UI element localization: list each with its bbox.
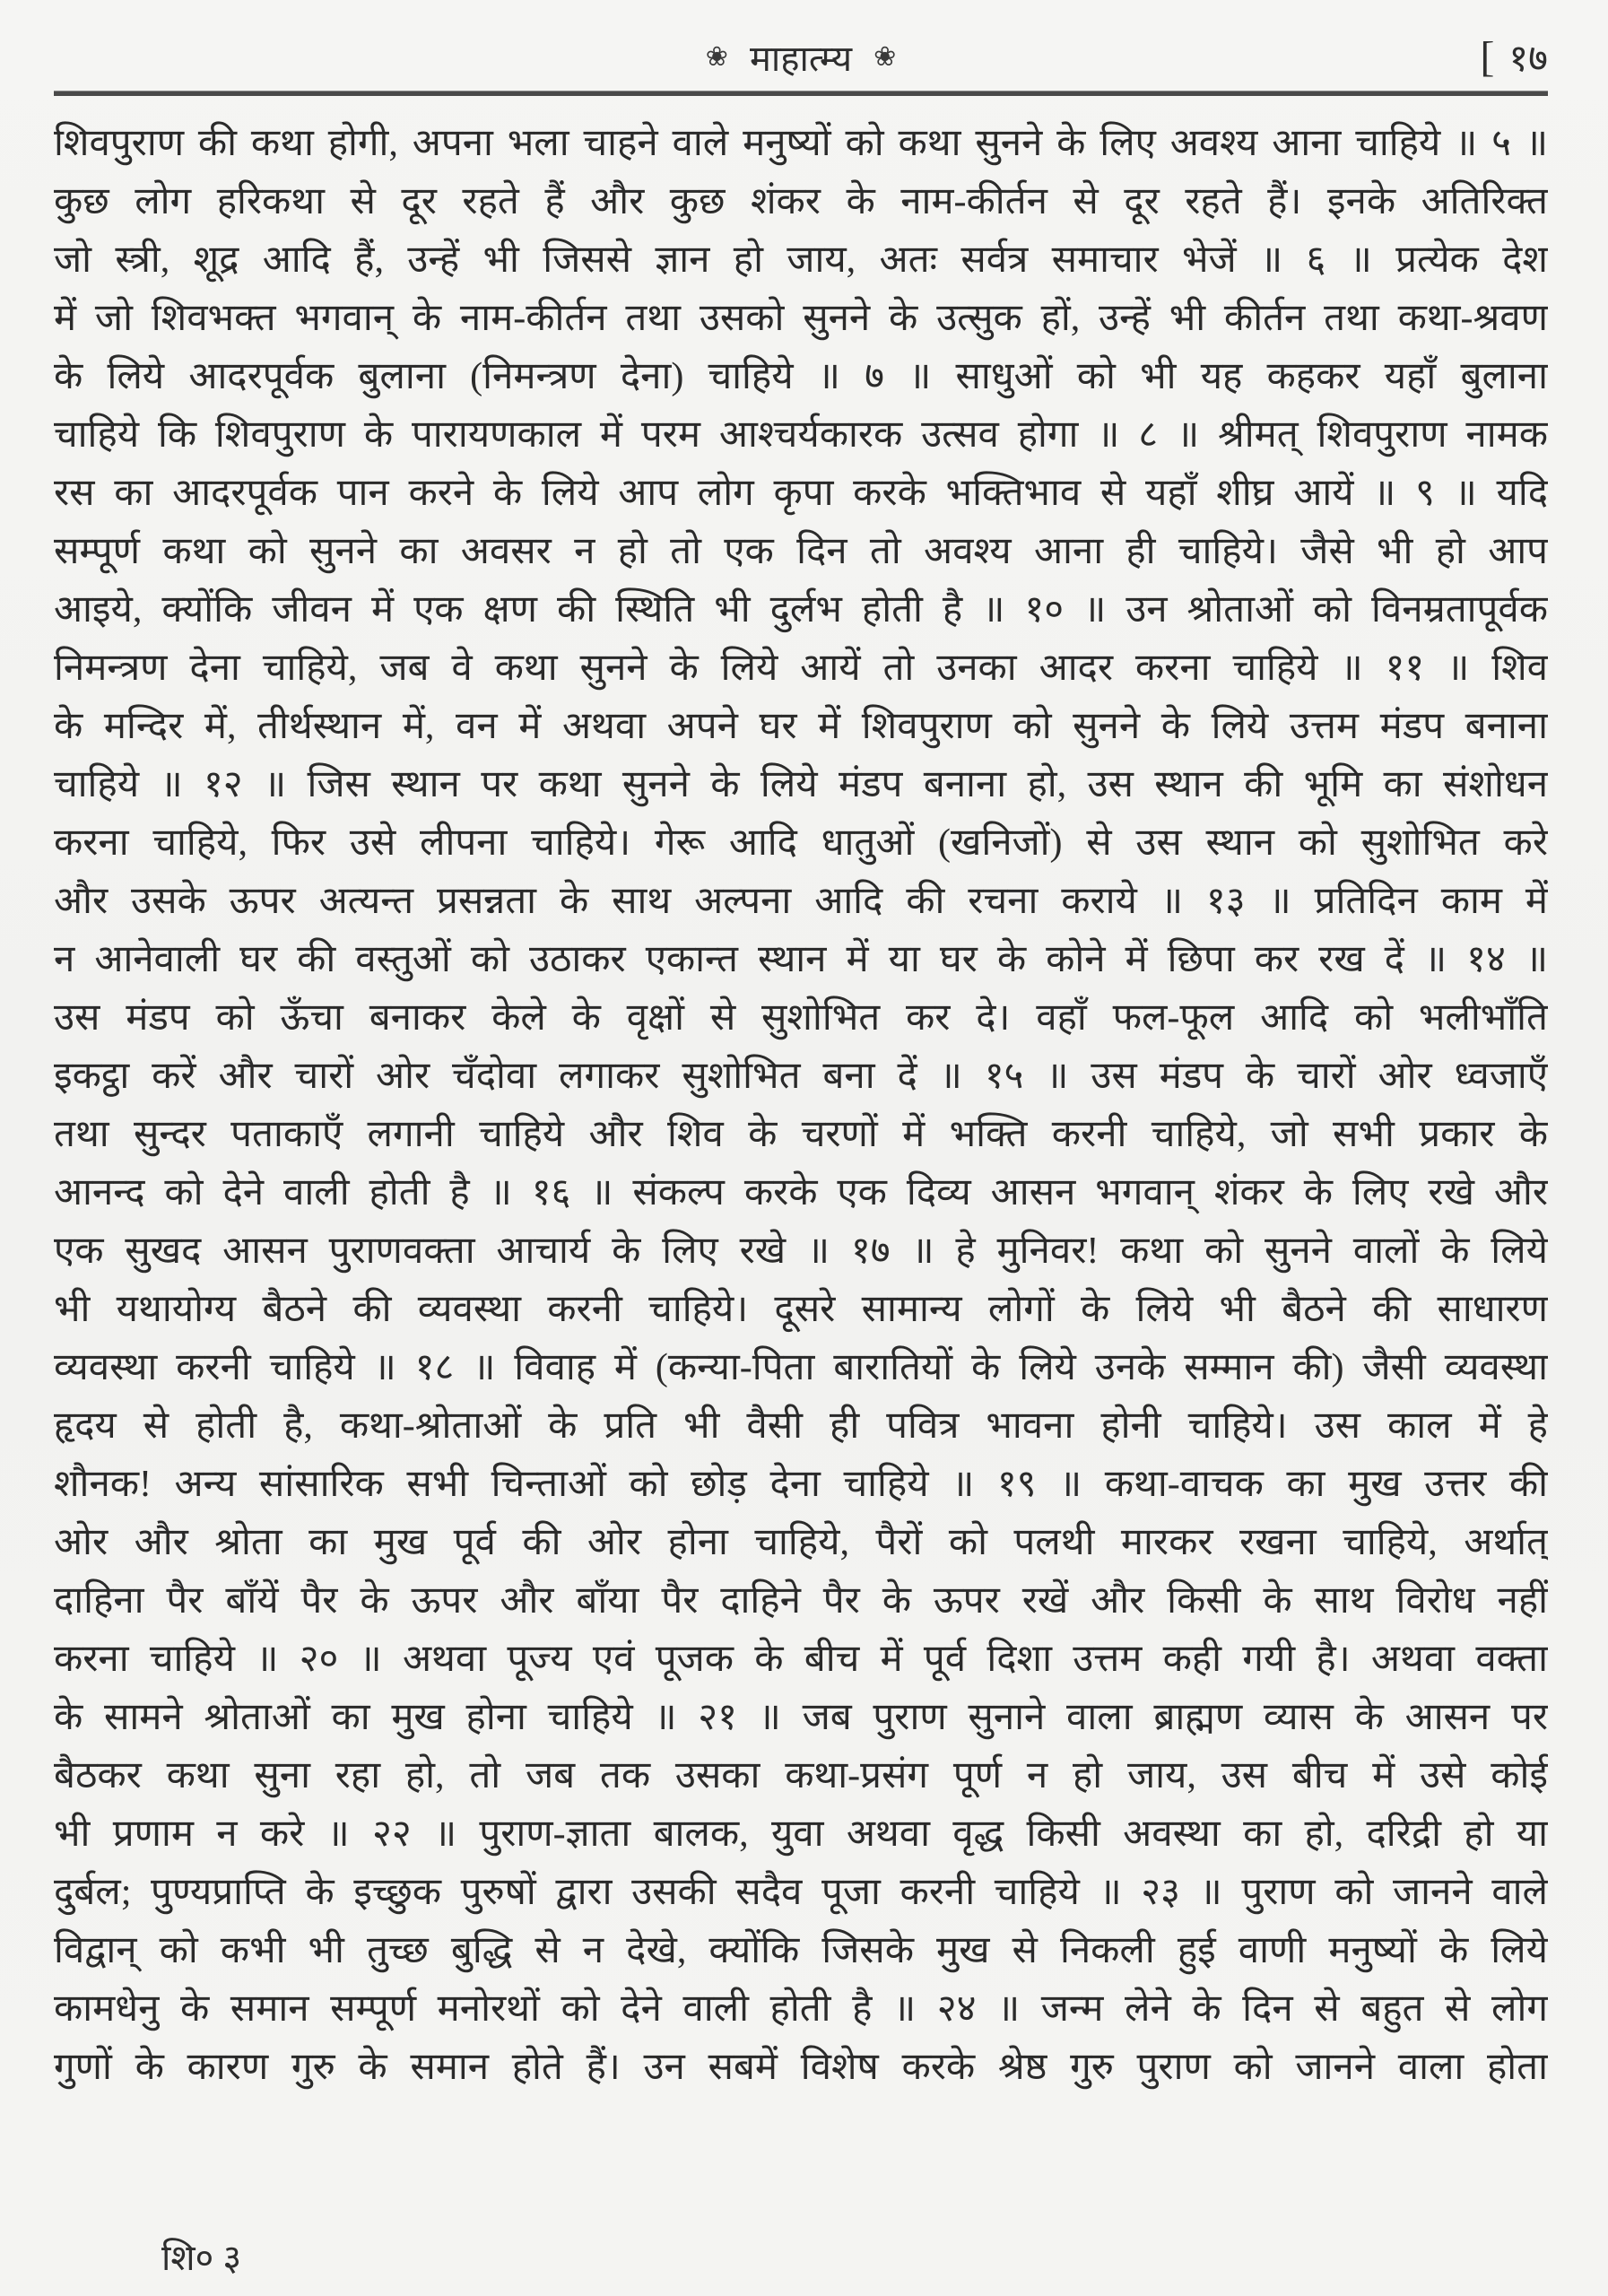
text-line: उस मंडप को ऊँचा बनाकर केले के वृक्षों से सुशोभित कर दे। वहाँ फल-फूल आदि को भलीभाँति [54,997,1548,1039]
page-number-bracket: [ [1480,33,1495,81]
text-line: कुछ लोग हरिकथा से दूर रहते हैं और कुछ शंकर के नाम-कीर्तन से दूर रहते हैं। इनके अतिरिक्त [54,181,1548,222]
text-line: सम्पूर्ण कथा को सुनने का अवसर न हो तो एक दिन तो अवश्य आना ही चाहिये। जैसे भी हो आप [54,531,1548,572]
flower-ornament-icon: ❀ [874,41,897,72]
text-line: ओर और श्रोता का मुख पूर्व की ओर होना चाहिये, पैरों को पलथी मारकर रखना चाहिये, अर्थात् [54,1522,1548,1563]
text-line: आनन्द को देने वाली होती है ॥ १६ ॥ संकल्प करके एक दिव्य आसन भगवान् शंकर के लिए रखे और [54,1172,1548,1213]
body-text [54,115,1548,2097]
text-line: भी यथायोग्य बैठने की व्यवस्था करनी चाहिये। दूसरे सामान्य लोगों के लिये भी बैठने की साधारण [54,1289,1548,1330]
text-line: करना चाहिये, फिर उसे लीपना चाहिये। गेरू आदि धातुओं (खनिजों) से उस स्थान को सुशोभित करे [54,822,1548,864]
text-line: तथा सुन्दर पताकाएँ लगानी चाहिये और शिव के चरणों में भक्ति करनी चाहिये, जो सभी प्रकार के [54,1114,1548,1155]
text-line: कामधेनु के समान सम्पूर्ण मनोरथों को देने वाली होती है ॥ २४ ॥ जन्म लेने के दिन से बहुत से लोग [54,1988,1548,2030]
text-line: एक सुखद आसन पुराणवक्ता आचार्य के लिए रखे ॥ १७ ॥ हे मुनिवर! कथा को सुनने वालों के लिये [54,1231,1548,1272]
text-line: दाहिना पैर बाँयें पैर के ऊपर और बाँया पैर दाहिने पैर के ऊपर रखें और किसी के साथ विरोध नहीं [54,1580,1548,1622]
text-line: निमन्त्रण देना चाहिये, जब वे कथा सुनने के लिये आयें तो उनका आदर करना चाहिये ॥ ११ ॥ शिव [54,648,1548,689]
running-title: माहात्म्य [749,38,853,79]
text-line: इकट्ठा करें और चारों ओर चँदोवा लगाकर सुशोभित बना दें ॥ १५ ॥ उस मंडप के चारों ओर ध्वजाएँ [54,1056,1548,1097]
text-line: विद्वान् को कभी भी तुच्छ बुद्धि से न देखे, क्योंकि जिसके मुख से निकली हुई वाणी मनुष्यों के लिये [54,1930,1548,1971]
page-header [54,27,1548,90]
text-line: शौनक! अन्य सांसारिक सभी चिन्ताओं को छोड़ देना चाहिये ॥ १९ ॥ कथा-वाचक का मुख उत्तर की [54,1464,1548,1505]
text-line: करना चाहिये ॥ २० ॥ अथवा पूज्य एवं पूजक के बीच में पूर्व दिशा उत्तम कही गयी है। अथवा वक्ता [54,1639,1548,1680]
text-line: चाहिये ॥ १२ ॥ जिस स्थान पर कथा सुनने के लिये मंडप बनाना हो, उस स्थान की भूमि का संशोधन [54,764,1548,805]
signature-mark: शि० ३ [161,2238,242,2278]
text-line: चाहिये कि शिवपुराण के पारायणकाल में परम आश्चर्यकारक उत्सव होगा ॥ ८ ॥ श्रीमत् शिवपुराण नामक [54,414,1548,456]
text-line: के मन्दिर में, तीर्थस्थान में, वन में अथवा अपने घर में शिवपुराण को सुनने के लिये उत्तम मंडप बनाना [54,706,1548,747]
text-line: हृदय से होती है, कथा-श्रोताओं के प्रति भी वैसी ही पवित्र भावना होनी चाहिये। उस काल में हे [54,1405,1548,1447]
text-line: दुर्बल; पुण्यप्राप्ति के इच्छुक पुरुषों द्वारा उसकी सदैव पूजा करनी चाहिये ॥ २३ ॥ पुराण को जानने वाले [54,1872,1548,1913]
page-number-value: १७ [1508,39,1548,80]
header-rule [54,91,1548,96]
text-line: में जो शिवभक्त भगवान् के नाम-कीर्तन तथा उसको सुनने के उत्सुक हों, उन्हें भी कीर्तन तथा कथा-श्रवण [54,298,1548,339]
text-line: के लिये आदरपूर्वक बुलाना (निमन्त्रण देना) चाहिये ॥ ७ ॥ साधुओं को भी यह कहकर यहाँ बुलाना [54,356,1548,397]
text-line: भी प्रणाम न करे ॥ २२ ॥ पुराण-ज्ञाता बालक, युवा अथवा वृद्ध किसी अवस्था का हो, दरिद्री हो या [54,1813,1548,1855]
flower-ornament-icon: ❀ [705,41,728,72]
running-header [54,30,1548,84]
text-line: शिवपुराण की कथा होगी, अपना भला चाहने वाले मनुष्यों को कथा सुनने के लिए अवश्य आना चाहिये ॥ ५ ॥ [54,123,1548,164]
text-line: न आनेवाली घर की वस्तुओं को उठाकर एकान्त स्थान में या घर के कोने में छिपा कर रख दें ॥ १४ ॥ [54,939,1548,980]
text-line: बैठकर कथा सुना रहा हो, तो जब तक उसका कथा-प्रसंग पूर्ण न हो जाय, उस बीच में उसे कोई [54,1755,1548,1796]
text-line: जो स्त्री, शूद्र आदि हैं, उन्हें भी जिससे ज्ञान हो जाय, अतः सर्वत्र समाचार भेजें ॥ ६ ॥ प्रत्येक देश [54,239,1548,281]
page-number [1480,32,1548,84]
text-line: के सामने श्रोताओं का मुख होना चाहिये ॥ २१ ॥ जब पुराण सुनाने वाला ब्राह्मण व्यास के आसन पर [54,1697,1548,1738]
text-line: व्यवस्था करनी चाहिये ॥ १८ ॥ विवाह में (कन्या-पिता बारातियों के लिये उनके सम्मान की) जैसी व्यवस्था [54,1347,1548,1388]
text-line: गुणों के कारण गुरु के समान होते हैं। उन सबमें विशेष करके श्रेष्ठ गुरु पुराण को जानने वाला होता [54,2047,1548,2088]
text-line: रस का आदरपूर्वक पान करने के लिये आप लोग कृपा करके भक्तिभाव से यहाँ शीघ्र आयें ॥ ९ ॥ यदि [54,473,1548,514]
text-line: और उसके ऊपर अत्यन्त प्रसन्नता के साथ अल्पना आदि की रचना कराये ॥ १३ ॥ प्रतिदिन काम में [54,881,1548,922]
text-line: आइये, क्योंकि जीवन में एक क्षण की स्थिति भी दुर्लभ होती है ॥ १० ॥ उन श्रोताओं को विनम्रतापूर्वक [54,589,1548,631]
